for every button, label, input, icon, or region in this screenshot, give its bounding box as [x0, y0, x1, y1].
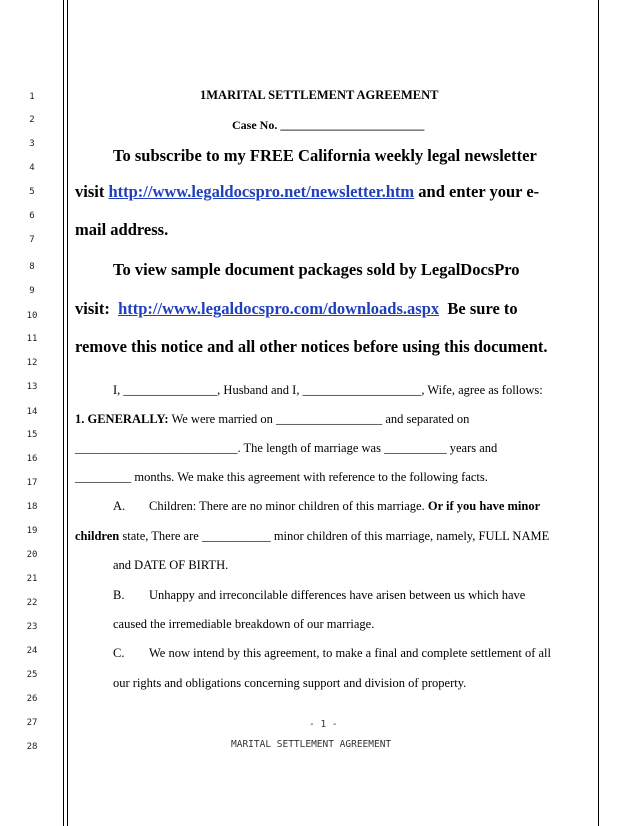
item-a-line2	[75, 529, 549, 544]
line-number: 18	[26, 502, 38, 512]
line-number: 2	[29, 115, 35, 125]
instruction-text: Or if you have minor	[427, 499, 541, 513]
line-number: 7	[29, 235, 35, 245]
notice-text: and enter your e-	[414, 182, 540, 201]
line-number: 24	[26, 646, 38, 656]
line-number: 16	[26, 454, 38, 464]
generally-line1	[75, 412, 469, 427]
line-number: 13	[26, 382, 38, 392]
item-a-line3: and DATE OF BIRTH.	[113, 558, 229, 572]
line-number: 20	[26, 550, 38, 560]
generally-line2: __________________________. The length of marriage was __________ years and	[75, 441, 498, 455]
document-title: 1MARITAL SETTLEMENT AGREEMENT	[200, 88, 439, 102]
case-number: Case No. ________________________	[232, 118, 425, 132]
notice-text: visit	[75, 182, 109, 201]
notice-newsletter-line3: mail address.	[75, 220, 169, 239]
line-number: 1	[29, 92, 35, 102]
line-number: 12	[26, 358, 38, 368]
item-b-letter: B.	[113, 588, 125, 602]
line-number: 27	[26, 718, 38, 728]
page-number: - 1 -	[309, 719, 338, 730]
notice-downloads-line1: To view sample document packages sold by LegalDocsPro	[113, 260, 520, 279]
newsletter-link[interactable]: http://www.legaldocspro.net/newsletter.htm	[108, 182, 415, 201]
agreement-parties: I, _______________, Husband and I, ___________________, Wife, agree as follows:	[113, 383, 543, 397]
instruction-text: children	[75, 529, 120, 543]
notice-downloads-line2	[75, 299, 518, 319]
line-number: 28	[26, 742, 38, 752]
line-number: 5	[29, 187, 35, 197]
right-margin-rule	[598, 0, 599, 826]
line-number: 6	[29, 211, 35, 221]
item-c-letter: C.	[113, 646, 125, 660]
body-text: Children: There are no minor children of this marriage.	[149, 499, 428, 513]
item-c-line2: our rights and obligations concerning support and division of property.	[113, 676, 467, 690]
item-a-line1	[149, 499, 540, 514]
item-c-line1: We now intend by this agreement, to make a final and complete settlement of all	[149, 646, 551, 660]
notice-newsletter-line1: To subscribe to my FREE California weekly legal newsletter	[113, 146, 537, 165]
notice-downloads-line3: remove this notice and all other notices before using this document.	[75, 337, 548, 356]
notice-text: visit:	[75, 299, 119, 318]
notice-newsletter-line2	[75, 182, 539, 202]
line-number: 25	[26, 670, 38, 680]
line-number: 11	[26, 334, 38, 344]
item-b-line2: caused the irremediable breakdown of our marriage.	[113, 617, 375, 631]
line-number: 21	[26, 574, 38, 584]
body-text: state, There are ___________ minor children of this marriage, namely, FULL NAME	[119, 529, 550, 543]
line-number: 23	[26, 622, 38, 632]
line-number: 26	[26, 694, 38, 704]
item-b-line1: Unhappy and irreconcilable differences have arisen between us which have	[149, 588, 526, 602]
line-number: 22	[26, 598, 38, 608]
body-text: We were married on _________________ and separated on	[168, 412, 470, 426]
generally-line3: _________ months. We make this agreement with reference to the following facts.	[75, 470, 488, 484]
line-number: 8	[29, 262, 35, 272]
item-a-letter: A.	[113, 499, 126, 513]
line-number: 4	[29, 163, 35, 173]
downloads-link[interactable]: http://www.legaldocspro.com/downloads.aspx	[118, 299, 440, 318]
line-number: 14	[26, 407, 38, 417]
line-number: 10	[26, 311, 38, 321]
line-number: 15	[26, 430, 38, 440]
left-margin-rule-inner	[67, 0, 68, 826]
line-number: 3	[29, 139, 35, 149]
left-margin-rule-outer	[63, 0, 64, 826]
notice-text: Be sure to	[439, 299, 518, 318]
line-number: 19	[26, 526, 38, 536]
line-number: 9	[29, 286, 35, 296]
line-number: 17	[26, 478, 38, 488]
footer-title: MARITAL SETTLEMENT AGREEMENT	[231, 739, 392, 750]
section-heading: 1. GENERALLY:	[75, 412, 169, 426]
